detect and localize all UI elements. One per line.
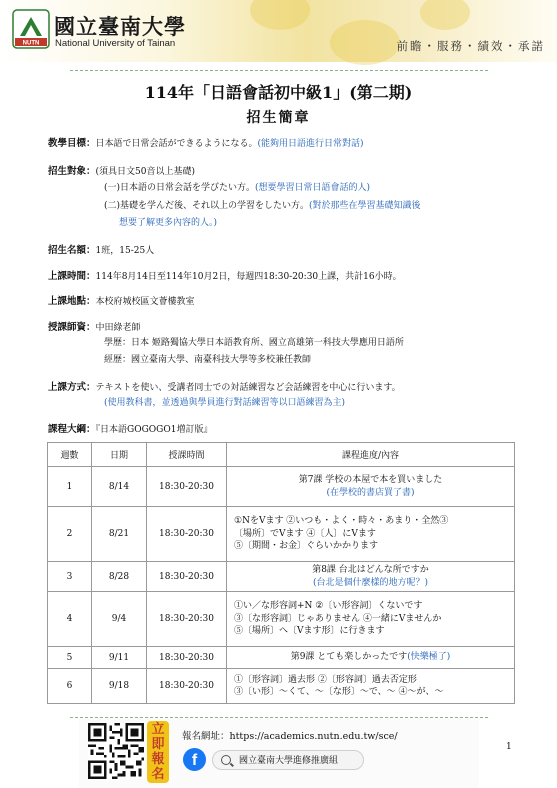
target-line-2-note: (想要學習日常日語會話的人) — [255, 183, 371, 193]
time-cell: 18:30-20:30 — [147, 592, 227, 647]
teacher-experience: 經歷：國立臺南大學、南臺科技大學等多校兼任教師 — [104, 355, 312, 365]
signup-website[interactable]: 報名網址：https://academics.nutn.edu.tw/sce/ — [182, 731, 398, 742]
location-row — [48, 295, 195, 309]
schedule-row — [48, 592, 515, 647]
goal-row — [48, 137, 364, 151]
target-line-3 — [104, 200, 421, 213]
signup-stamp[interactable]: 立即報名 — [147, 721, 169, 783]
content-line: ①NをVます ②いつも・よく・時々・あまり・全然③ — [234, 516, 449, 527]
method-label: 上課方式： — [48, 382, 96, 393]
time-cell: 18:30-20:30 — [147, 562, 227, 592]
target-line-2-text: (一)日本語の日常会話を学びたい方。 — [104, 183, 256, 193]
method-note: (使用教科書，並透過與學員進行對話練習等以口語練習為主) — [104, 398, 346, 408]
svg-text:NUTN: NUTN — [22, 40, 40, 47]
quota-text: 1班，15-25人 — [95, 246, 155, 256]
target-line-2 — [104, 182, 370, 195]
date-cell: 8/28 — [92, 562, 147, 592]
university-name-en: National University of Tainan — [55, 38, 176, 49]
content-cell — [227, 562, 515, 592]
content-line: ①い／な形容詞+N ②〔い形容詞〕くないです — [234, 601, 423, 612]
date-cell: 9/4 — [92, 592, 147, 647]
header-banner — [0, 0, 557, 62]
header-week: 週數 — [48, 443, 92, 467]
target-line-3-note: (對於那些在學習基礎知識後 — [309, 201, 421, 211]
teacher-row — [48, 321, 141, 335]
university-logo-icon — [12, 9, 50, 49]
schedule-header-row — [48, 443, 515, 467]
time-cell: 18:30-20:30 — [147, 507, 227, 562]
content-line: 第8課 台北はどんな所ですか — [312, 565, 429, 575]
schedule-table — [47, 442, 515, 704]
page-number: 1 — [506, 742, 512, 752]
outline-text: 『日本語GOGOGO1増訂版』 — [95, 425, 213, 435]
week-cell: 5 — [48, 647, 92, 669]
teacher-name: 中田綠老師 — [95, 323, 141, 333]
goal-label: 教學目標： — [48, 138, 96, 149]
location-label: 上課地點： — [48, 296, 96, 307]
banner-decoration — [250, 0, 310, 30]
content-cell — [227, 592, 515, 647]
page-title: 114年「日語會話初中級1」(第二期) — [144, 83, 413, 102]
facebook-icon[interactable]: f — [183, 748, 206, 771]
target-line-4-note: 想要了解更多內容的人。) — [119, 218, 218, 228]
target-row — [48, 165, 195, 179]
time-cell: 18:30-20:30 — [147, 669, 227, 704]
content-line: ③〔な形容詞〕じゃありません ④一緒にVませんか — [234, 613, 442, 624]
goal-text: 日本語で日常会話ができるようになる。 — [95, 139, 258, 149]
time-row — [48, 270, 402, 284]
header-time: 授課時間 — [147, 443, 227, 467]
time-cell: 18:30-20:30 — [147, 467, 227, 507]
date-cell: 9/18 — [92, 669, 147, 704]
content-line: ①〔形容詞〕過去形 ②〔形容詞〕過去否定形 — [234, 674, 417, 685]
teacher-label: 授課師資： — [48, 322, 96, 333]
date-cell: 9/11 — [92, 647, 147, 669]
quota-row — [48, 244, 154, 258]
content-cell — [227, 669, 515, 704]
divider-top — [70, 70, 488, 71]
schedule-row — [48, 507, 515, 562]
divider-bottom — [70, 717, 488, 718]
content-cell — [227, 507, 515, 562]
time-cell: 18:30-20:30 — [147, 647, 227, 669]
target-line-1: (須具日文50音以上基礎) — [95, 167, 195, 177]
teacher-education: 學歷：日本 姬路獨協大學日本語教育所、國立高雄第一科技大學應用日語所 — [104, 338, 404, 348]
header-content: 課程進度/內容 — [227, 443, 515, 467]
content-line: 第9課 とても楽しかったです — [290, 652, 408, 663]
university-slogan: 前瞻・服務・績效・承諾 — [396, 39, 545, 53]
facebook-search-text: 國立臺南大學進修推廣組 — [239, 756, 339, 766]
week-cell: 4 — [48, 592, 92, 647]
time-text: 114年8月14日至114年10月2日，每週四18:30-20:30上課，共計16小時。 — [95, 272, 402, 282]
content-note: (在學校的書店買了書) — [326, 487, 415, 498]
target-line-3-text: (二)基礎を学んだ後、それ以上の学習をしたい方。 — [104, 201, 310, 211]
schedule-row — [48, 562, 515, 592]
outline-label: 課程大綱： — [48, 424, 96, 435]
quota-label: 招生名額： — [48, 245, 96, 256]
schedule-row — [48, 467, 515, 507]
content-line: ⑤〔期間・お金〕ぐらいかかります — [234, 541, 379, 552]
schedule-row — [48, 647, 515, 669]
content-note: (台北是個什麼樣的地方呢？) — [312, 577, 429, 588]
date-cell: 8/21 — [92, 507, 147, 562]
week-cell: 1 — [48, 467, 92, 507]
content-line: 第7課 学校の本屋で本を買いました — [298, 475, 443, 485]
goal-note: (能夠用日語進行日常對話) — [257, 139, 364, 149]
content-cell — [227, 647, 515, 669]
qr-code-icon[interactable] — [88, 723, 144, 779]
method-text: テキストを使い、受講者同士での対話練習など会話練習を中心に行います。 — [95, 383, 401, 393]
banner-decoration — [330, 20, 400, 65]
page-subtitle: 招生簡章 — [246, 110, 311, 126]
university-name-cn: 國立臺南大學 — [54, 14, 186, 39]
week-cell: 3 — [48, 562, 92, 592]
schedule-row — [48, 669, 515, 704]
date-cell: 8/14 — [92, 467, 147, 507]
search-icon — [221, 755, 231, 765]
header-date: 日期 — [92, 443, 147, 467]
banner-decoration — [420, 0, 470, 30]
content-line: 〔場所〕でVます ④〔人〕にVます — [234, 528, 376, 539]
content-line: ⑤〔場所〕へ〔Vます形〕に行きます — [234, 626, 385, 637]
location-text: 本校府城校區文薈樓教室 — [95, 297, 195, 307]
content-note: (快樂極了) — [407, 652, 451, 663]
target-label: 招生對象： — [48, 166, 96, 177]
content-cell — [227, 467, 515, 507]
week-cell: 6 — [48, 669, 92, 704]
content-line: ③〔い形〕～くて、～〔な形〕～で、～ ④～が、～ — [234, 687, 444, 697]
time-label: 上課時間： — [48, 271, 96, 282]
method-row — [48, 381, 401, 395]
week-cell: 2 — [48, 507, 92, 562]
facebook-search-bar[interactable] — [212, 750, 364, 770]
outline-row — [48, 423, 212, 437]
